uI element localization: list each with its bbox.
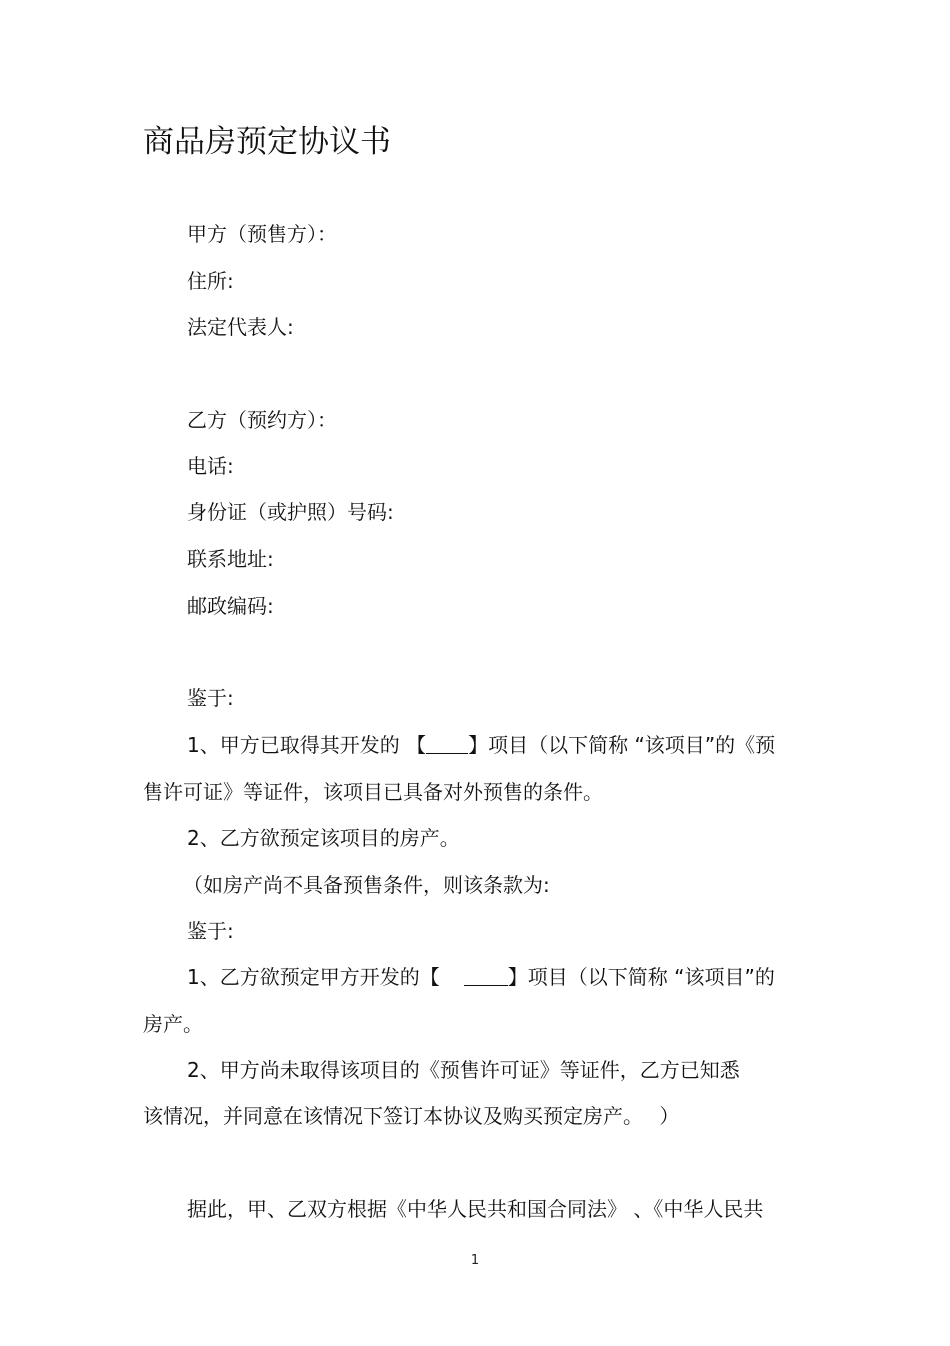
- alternative-item-1-text-end: 】项目（以下简称 “该项目”的: [507, 965, 775, 989]
- project-name-blank: [426, 735, 468, 754]
- party-a-address: 住所:: [187, 269, 234, 293]
- recital-item-1-line-1: [187, 731, 775, 759]
- recital-item-1-line-2: 售许可证》等证件，该项目已具备对外预售的条件。: [143, 780, 603, 804]
- party-b-label: 乙方（预约方）：: [187, 408, 337, 432]
- alternative-item-2-line-1: 2、甲方尚未取得该项目的《预售许可证》等证件，乙方已知悉: [187, 1058, 740, 1082]
- party-a-label: 甲方（预售方）：: [187, 222, 337, 246]
- page-number: 1: [470, 1253, 480, 1268]
- party-b-id-number: 身份证（或护照）号码:: [187, 500, 394, 524]
- recital-item-2: 2、乙方欲预定该项目的房产。: [187, 826, 460, 850]
- alternative-clause-intro: （如房产尚不具备预售条件，则该条款为:: [183, 873, 550, 897]
- alternative-item-1-line-1: [187, 963, 775, 991]
- recital-item-1-text-end: 】项目（以下简称 “该项目”的《预: [468, 733, 776, 757]
- party-a-representative: 法定代表人:: [187, 315, 294, 339]
- alternative-recitals-heading: 鉴于:: [187, 919, 234, 943]
- alternative-item-1-line-2: 房产。: [143, 1012, 203, 1036]
- alternative-project-name-blank: [464, 967, 508, 986]
- alternative-item-1-text-start: 1、乙方欲预定甲方开发的【: [187, 965, 440, 989]
- alternative-item-2-line-2: 该情况，并同意在该情况下签订本协议及购买预定房产。 ）: [143, 1104, 680, 1128]
- party-b-postcode: 邮政编码:: [187, 594, 274, 618]
- party-b-contact-address: 联系地址:: [187, 547, 274, 571]
- party-b-phone: 电话:: [187, 454, 234, 478]
- recital-item-1-text-start: 1、甲方已取得其开发的 【: [187, 733, 427, 757]
- recitals-heading: 鉴于:: [187, 686, 234, 710]
- closing-paragraph: 据此，甲、乙双方根据《中华人民共和国合同法》 、《中华人民共: [187, 1197, 764, 1221]
- document-title: 商品房预定协议书: [143, 124, 391, 160]
